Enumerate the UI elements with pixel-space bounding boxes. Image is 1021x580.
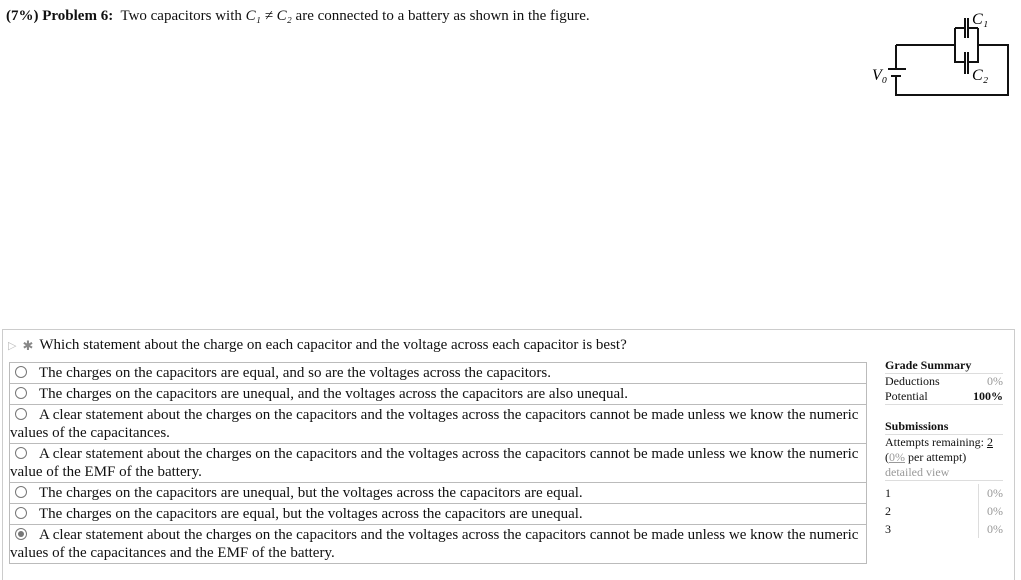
problem-text-end: are connected to a battery as shown in the figure. — [291, 8, 590, 24]
option[interactable] — [9, 483, 867, 504]
grade-sidebar — [885, 358, 1003, 538]
option[interactable] — [9, 384, 867, 405]
problem-title — [6, 8, 590, 25]
submission-row — [885, 520, 1003, 538]
radio-button[interactable] — [15, 447, 27, 459]
problem-label: Problem 6: — [42, 8, 114, 24]
option-text: The charges on the capacitors are unequal, but the voltages across the capacitors are equal. — [39, 485, 583, 501]
option-text: The charges on the capacitors are unequal, and the voltages across the capacitors are also unequal. — [39, 386, 629, 402]
radio-button[interactable] — [15, 408, 27, 420]
submission-number: 1 — [885, 486, 891, 500]
option[interactable] — [9, 444, 867, 483]
problem-text: Two capacitors with — [120, 8, 246, 24]
radio-button[interactable] — [15, 387, 27, 399]
puzzle-icon: ✱ — [22, 337, 34, 353]
option-text: A clear statement about the charges on the capacitors and the voltages across the capacitors cannot be made unless we know the numeric values of the capacitances and the EMF of the battery. — [10, 527, 859, 561]
per-open: ( — [885, 450, 889, 464]
submission-score: 0% — [978, 520, 1003, 538]
submission-row — [885, 484, 1003, 502]
per-attempt-label: per attempt) — [905, 450, 967, 464]
option-text: A clear statement about the charges on the capacitors and the voltages across the capacitors cannot be made unless we know the numeric value of the EMF of the battery. — [10, 446, 859, 480]
submission-number: 2 — [885, 504, 891, 518]
question — [8, 337, 627, 354]
options-list — [9, 362, 867, 564]
option-text: A clear statement about the charges on the capacitors and the voltages across the capacitors cannot be made unless we know the numeric values of the capacitances. — [10, 407, 859, 441]
submissions-title: Submissions — [885, 419, 1003, 435]
problem-math: C₁ ≠ C₂ — [245, 8, 292, 24]
radio-button[interactable] — [15, 486, 27, 498]
deductions-label: Deductions — [885, 374, 940, 388]
per-attempt-value: 0% — [889, 450, 905, 464]
radio-button[interactable] — [15, 507, 27, 519]
c1-label: C₁ — [972, 11, 989, 28]
option-text: The charges on the capacitors are equal, but the voltages across the capacitors are unequal. — [39, 506, 583, 522]
v0-label: V₀ — [872, 67, 888, 84]
option-text: The charges on the capacitors are equal, and so are the voltages across the capacitors. — [39, 365, 551, 381]
submission-score: 0% — [978, 484, 1003, 502]
attempts-value: 2 — [986, 435, 993, 449]
attempts-label: Attempts remaining: — [885, 435, 984, 449]
c2-label: C₂ — [972, 67, 989, 84]
points: (7%) — [6, 8, 39, 24]
potential-label: Potential — [885, 389, 928, 403]
detailed-view-link[interactable]: detailed view — [885, 465, 1003, 481]
option[interactable] — [9, 405, 867, 444]
expand-triangle-icon[interactable]: ▷ — [8, 340, 17, 352]
radio-button[interactable] — [15, 366, 27, 378]
potential-value: 100% — [973, 389, 1003, 403]
submission-row — [885, 502, 1003, 520]
submission-number: 3 — [885, 522, 891, 536]
option[interactable] — [9, 363, 867, 384]
deductions-value: 0% — [987, 374, 1003, 388]
radio-button-selected[interactable] — [15, 528, 27, 540]
question-text: Which statement about the charge on each capacitor and the voltage across each capacitor is best? — [39, 337, 627, 353]
submission-score: 0% — [978, 502, 1003, 520]
option[interactable] — [9, 504, 867, 525]
grade-summary-title: Grade Summary — [885, 358, 1003, 374]
circuit-figure — [868, 4, 1014, 96]
option-selected[interactable] — [9, 525, 867, 564]
